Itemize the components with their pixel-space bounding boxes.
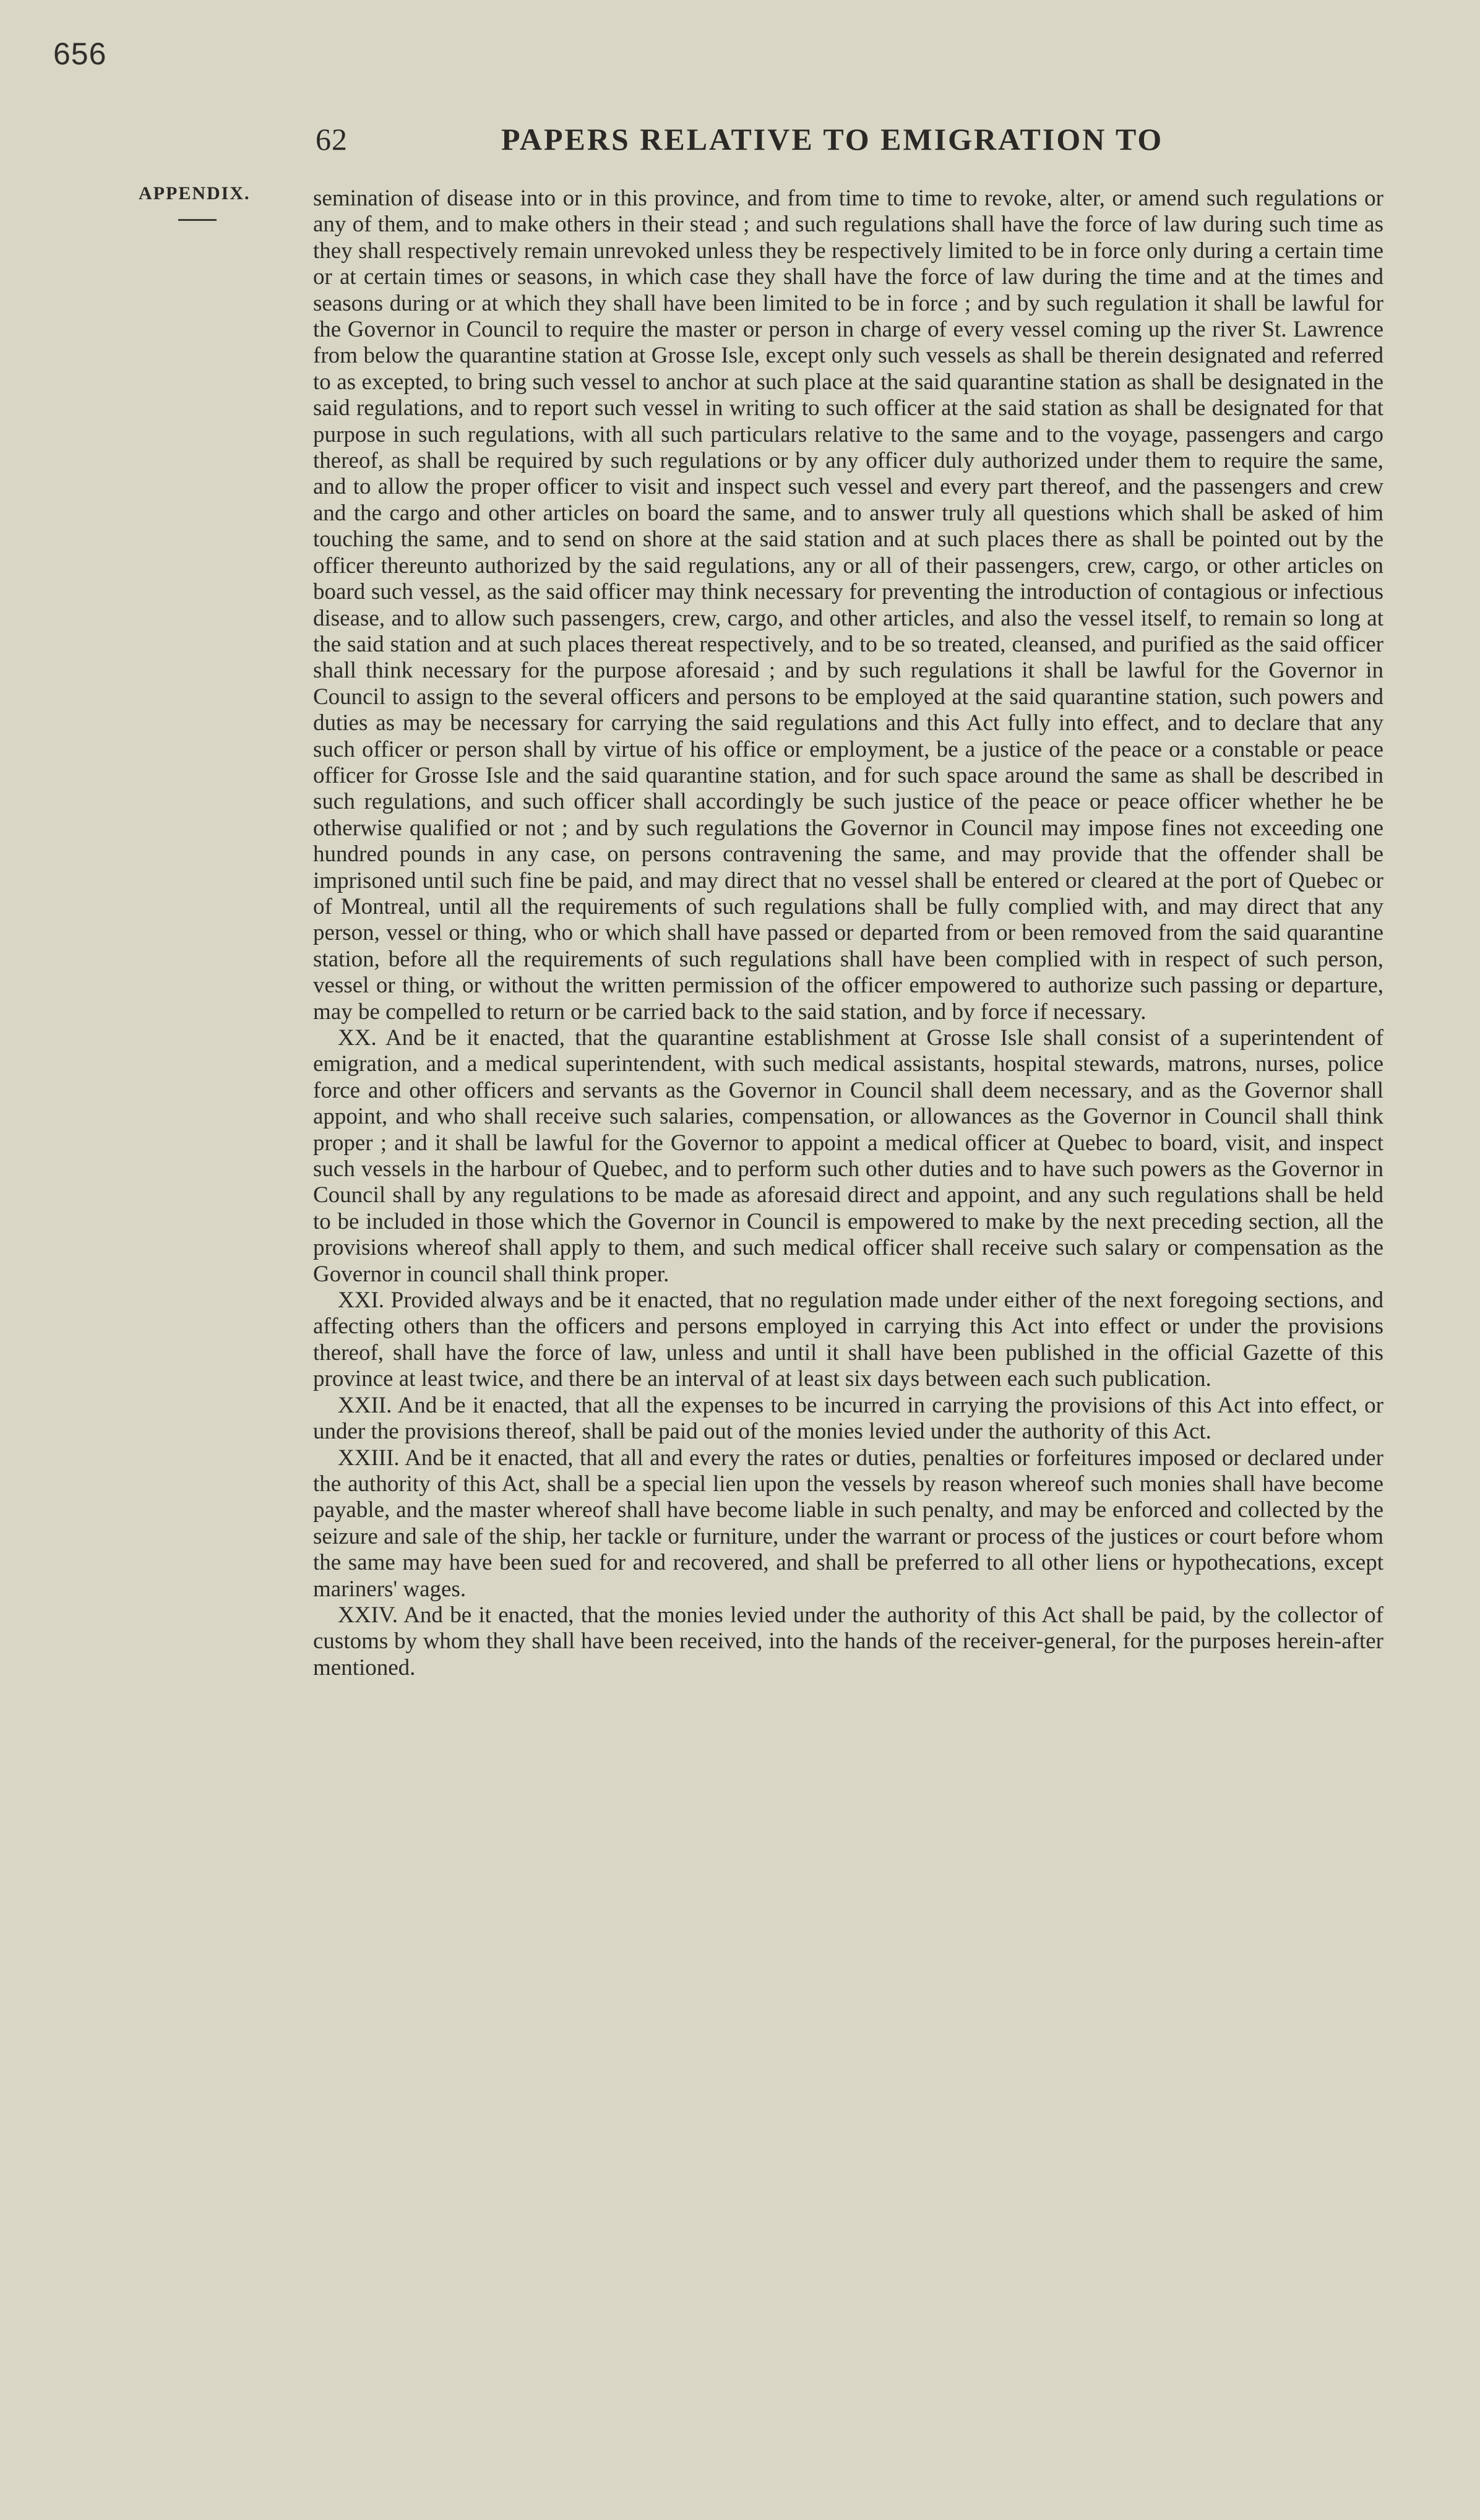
paragraph-section-xx: XX. And be it enacted, that the quarantine establishment at Grosse Isle shall consist of a superintendent of emigration, and a medical superintendent, with such medical assistants, hospital stewards, matrons, nurses, police force and other officers and servants as the Governor in Council shall deem necessary, and as the Governor shall appoint, and who shall receive such salaries, compensation, or allowances as the Governor in Council shall think proper ; and it shall be lawful for the Governor to appoint a medical officer at Quebec to board, visit, and inspect such vessels in the harbour of Quebec, and to perform such other duties and to have such powers as the Governor in Council shall by any regulations to be made as aforesaid direct and appoint, and any such regulations shall be held to be included in those which the Governor in Council is empowered to make by the next preceding section, all the provisions whereof shall apply to them, and such medical officer shall receive such salary or compensation as the Governor in council shall think proper.	[313, 1025, 1383, 1287]
paragraph-section-xxiv: XXIV. And be it enacted, that the monies levied under the authority of this Act shall be paid, by the collector of customs by whom they shall have been received, into the hands of the receiver-general, for the purposes herein-after mentioned.	[313, 1602, 1383, 1680]
paragraph-section-xxii: XXII. And be it enacted, that all the expenses to be incurred in carrying the provisions of this Act into effect, or under the provisions thereof, shall be paid out of the monies levied under the authority of this Act.	[313, 1392, 1383, 1445]
paragraph-section-xxi: XXI. Provided always and be it enacted, that no regulation made under either of the next foregoing sections, and affecting others than the officers and persons employed in carrying this Act into effect or under the provisions thereof, shall have the force of law, unless and until it shall have been published in the official Gazette of this province at least twice, and there be an interval of at least six days between each such publication.	[313, 1288, 1383, 1392]
running-head	[316, 121, 1213, 161]
running-title: PAPERS RELATIVE TO EMIGRATION TO	[501, 122, 1164, 157]
outer-page-number: 656	[53, 37, 107, 71]
inner-page-number: 62	[316, 122, 348, 157]
margin-rule	[178, 219, 217, 221]
paragraph-section-xxiii: XXIII. And be it enacted, that all and every the rates or duties, penalties or forfeitures imposed or declared under the authority of this Act, shall be a special lien upon the vessels by reason whereof such monies shall have become payable, and the master whereof shall have become liable in such penalty, and may be enforced and collected by the seizure and sale of the ship, her tackle or furniture, under the warrant or process of the justices or court before whom the same may have been sued for and recovered, and shall be preferred to all other liens or hypothecations, except mariners' wages.	[313, 1445, 1383, 1602]
margin-note-appendix: APPENDIX.	[139, 183, 251, 204]
body-text	[313, 186, 1383, 1681]
paragraph-continuation: semination of disease into or in this province, and from time to time to revoke, alter, or amend such regulations or any of them, and to make others in their stead ; and such regulations shall have the force of law during such time as they shall respectively remain unrevoked unless they be respectively limited to be in force only during a certain time or at certain times or seasons, in which case they shall have the force of law during the time and at the times and seasons during or at which they shall have been limited to be in force ; and by such regulation it shall be lawful for the Governor in Council to require the master or person in charge of every vessel coming up the river St. Lawrence from below the quarantine station at Grosse Isle, except only such vessels as shall be therein designated and referred to as excepted, to bring such vessel to anchor at such place at the said quarantine station as shall be designated in the said regulations, and to report such vessel in writing to such officer at the said station as shall be designated for that purpose in such regulations, with all such particulars relative to the same and to the voyage, passengers and cargo thereof, as shall be required by such regulations or by any officer duly authorized under them to require the same, and to allow the proper officer to visit and inspect such vessel and every part thereof, and the passengers and crew and the cargo and other articles on board the same, and to answer truly all questions which shall be asked of him touching the same, and to send on shore at the said station and at such places there as shall be pointed out by the officer thereunto authorized by the said regulations, any or all of their passengers, crew, cargo, or other articles on board such vessel, as the said officer may think necessary for preventing the introduction of contagious or infectious disease, and to allow such passengers, crew, cargo, and other articles, and also the vessel itself, to remain so long at the said station and at such places thereat respectively, and to be so treated, cleansed, and purified as the said officer shall think necessary for the purpose aforesaid ; and by such regulations it shall be lawful for the Governor in Council to assign to the several officers and persons to be employed at the said quarantine station, such powers and duties as may be necessary for carrying the said regulations and this Act fully into effect, and to declare that any such officer or person shall by virtue of his office or employment, be a justice of the peace or a constable or peace officer for Grosse Isle and the said quarantine station, and for such space around the same as shall be described in such regulations, and such officer shall accordingly be such justice of the peace or peace officer whether he be otherwise qualified or not ; and by such regulations the Governor in Council may impose fines not exceeding one hundred pounds in any case, on persons contravening the same, and may provide that the offender shall be imprisoned until such fine be paid, and may direct that no vessel shall be entered or cleared at the port of Quebec or of Montreal, until all the requirements of such regulations shall be fully complied with, and may direct that any person, vessel or thing, who or which shall have passed or departed from or been removed from the said quarantine station, before all the requirements of such regulations shall have been complied with in respect of such person, vessel or thing, or without the written permission of the officer empowered to authorize such passing or departure, may be compelled to return or be carried back to the said station, and by force if necessary.	[313, 186, 1383, 1025]
